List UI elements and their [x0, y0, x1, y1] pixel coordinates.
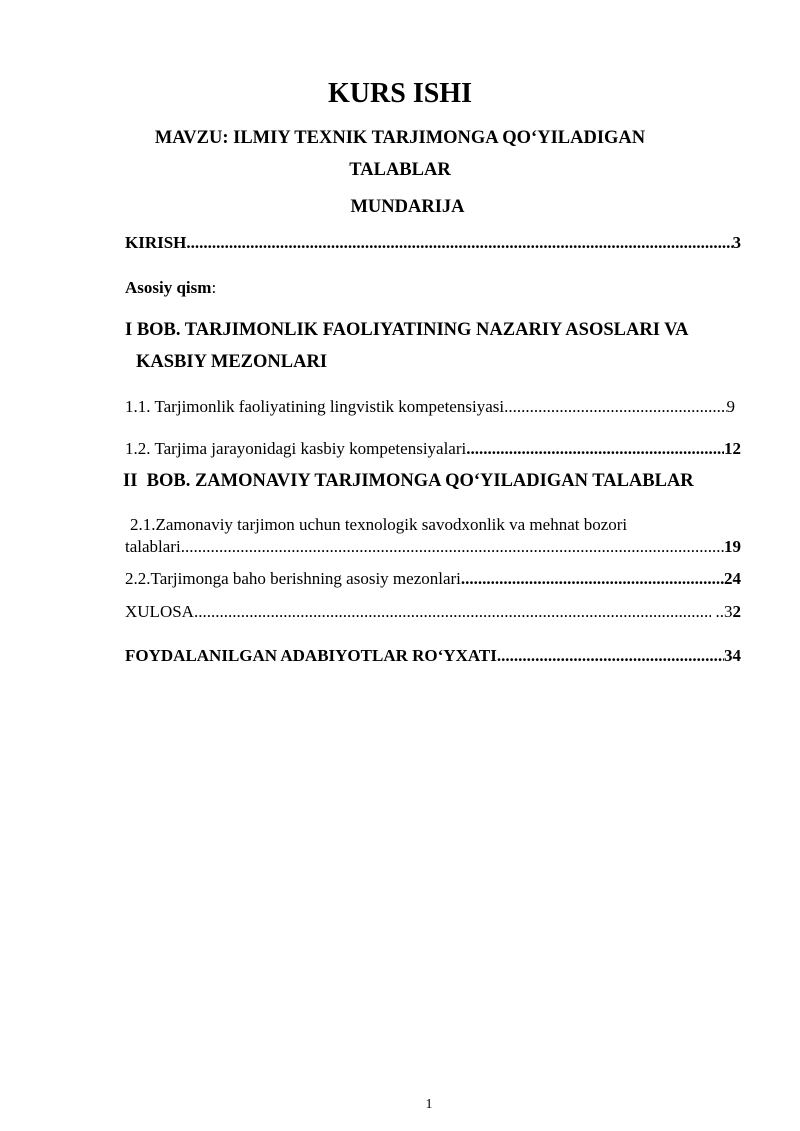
toc-entry-label: 1.2. Tarjima jarayonidagi kasbiy kompetensiyalari: [125, 439, 467, 458]
toc-entry-page: 34: [724, 646, 741, 665]
toc-entry-2-2: [125, 569, 741, 589]
toc-entry-page: 19: [724, 537, 741, 556]
toc-entry-label: 1.1. Tarjimonlik faoliyatining lingvistik kompetensiyasi: [125, 397, 505, 416]
main-part-colon: :: [211, 278, 217, 297]
chapter-1-heading-line-2: KASBIY MEZONLARI: [136, 352, 328, 372]
toc-entry-label: 2.2.Tarjimonga baho berishning asosiy mezonlari: [125, 569, 461, 588]
topic-line-1: MAVZU: ILMIY TEXNIK TARJIMONGA QO‘YILADIGAN: [154, 128, 646, 148]
dot-leader: [194, 602, 711, 622]
document-title: KURS ISHI: [328, 78, 472, 109]
page-number: 1: [425, 1097, 433, 1112]
toc-entry-intro: [125, 233, 741, 253]
toc-entry-label: FOYDALANILGAN ADABIYOTLAR RO‘YXATI: [125, 646, 497, 665]
topic-line-2: TALABLAR: [349, 160, 451, 180]
toc-entry-page: 2: [732, 602, 741, 621]
toc-entry-2-1: [125, 537, 741, 557]
main-part-text: Asosiy qism: [125, 278, 212, 297]
toc-entry-page: 12: [724, 439, 741, 458]
toc-entry-1-1: [125, 397, 735, 417]
toc-entry-page: 9: [726, 397, 735, 416]
toc-entry-label: KIRISH: [125, 233, 187, 252]
main-part-label: [125, 278, 216, 298]
chapter-2-heading: II BOB. ZAMONAVIY TARJIMONGA QO‘YILADIGAN TALABLAR: [123, 471, 694, 491]
chapter-1-heading-line-1: I BOB. TARJIMONLIK FAOLIYATINING NAZARIY ASOSLARI VA: [125, 320, 689, 340]
toc-entry-page: 3: [732, 233, 741, 252]
dot-leader: [186, 233, 732, 253]
toc-entry-2-1-line-1: 2.1.Zamonaviy tarjimon uchun texnologik savodxonlik va mehnat bozori: [130, 515, 628, 534]
dot-leader: [181, 537, 724, 557]
toc-entry-page-prefix: ..3: [711, 602, 733, 621]
toc-entry-page: 24: [724, 569, 741, 588]
toc-entry-1-2: [125, 439, 741, 459]
toc-entry-references: [125, 646, 741, 666]
dot-leader: [461, 569, 724, 589]
toc-entry-label: XULOSA: [125, 602, 194, 621]
toc-entry-conclusion: [125, 602, 741, 622]
dot-leader: [466, 439, 724, 459]
dot-leader: [497, 646, 724, 666]
contents-heading: MUNDARIJA: [350, 197, 465, 217]
toc-entry-label: talablari: [125, 537, 181, 556]
dot-leader: [504, 397, 726, 417]
